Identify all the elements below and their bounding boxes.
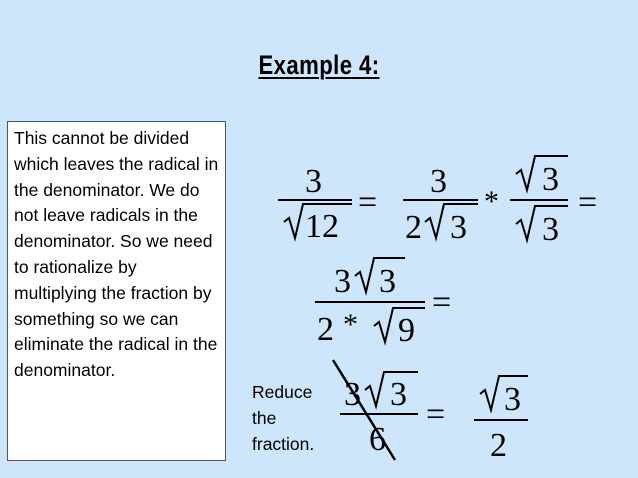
slide-title: Example 4: [258,50,380,80]
frac3-num-rad: 3 [542,161,559,198]
result-num-rad: 3 [504,381,521,418]
line2-den-rad: 9 [398,312,415,349]
line2-times: * [343,308,358,341]
explanation-text: This cannot be divided which leaves the radical in the denominator. We do not leave radicals in the denominator. So we need to rationalize by multiplying the fraction by something so we can eliminate the radical in the denominator. [14,128,219,381]
result-den: 2 [490,427,507,464]
line2-num-rad: 3 [379,263,396,300]
frac2-den-coef: 2 [405,209,422,246]
frac1-den: 12 [305,208,339,245]
times-sign: * [484,185,499,218]
line2-den-coef: 2 [317,311,334,348]
frac1-num: 3 [305,163,322,200]
reduce-note: Reduce the fraction. [252,382,315,454]
equals-sign: = [578,184,598,221]
line2-num-coef: 3 [334,263,351,300]
equals-sign: = [358,184,378,221]
line3-num-coef: 3 [344,376,361,413]
equals-sign: = [432,284,452,321]
line3-den: 6 [369,421,386,458]
frac3-den-rad: 3 [542,211,559,248]
frac2-num: 3 [430,163,447,200]
frac2-den-rad: 3 [450,209,467,246]
line3-num-rad: 3 [390,376,407,413]
equals-sign: = [426,396,446,433]
